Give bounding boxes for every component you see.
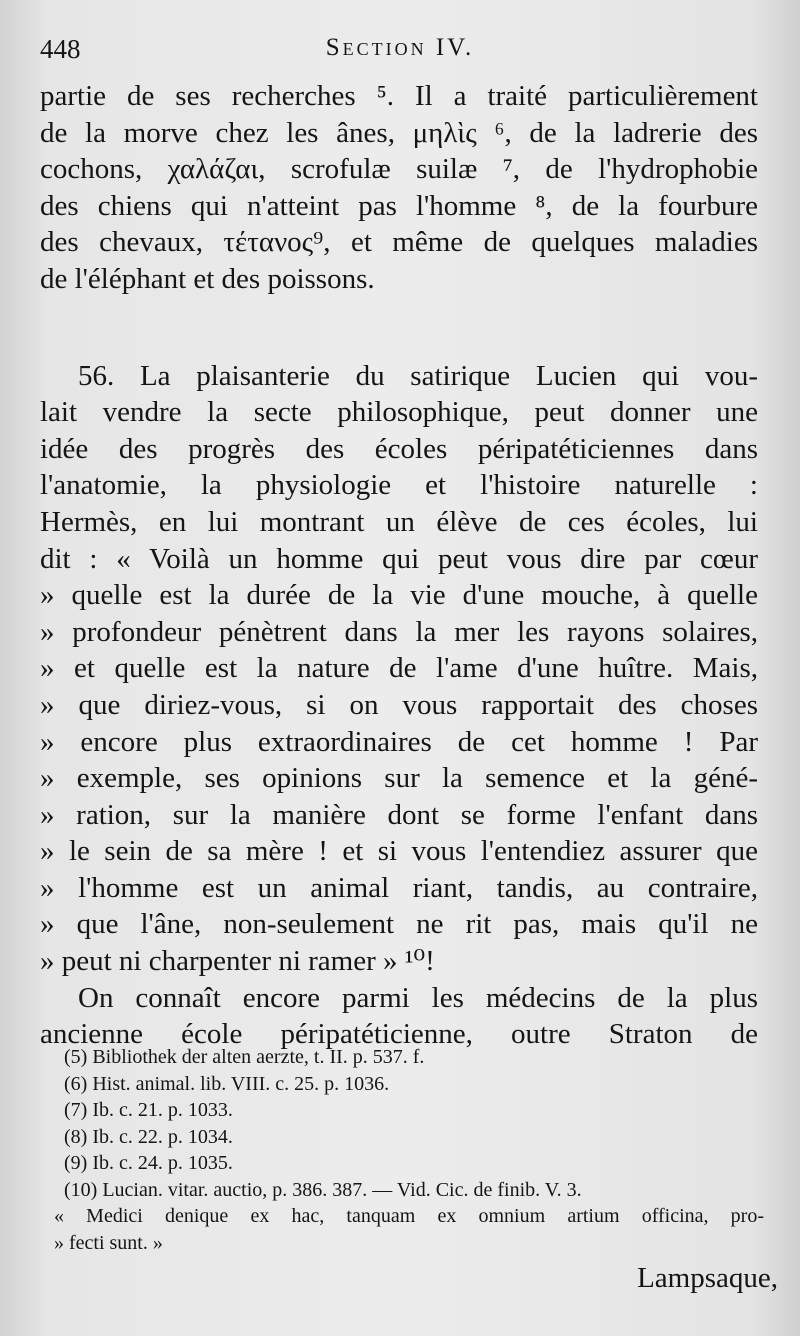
quote-line: » ration, sur la manière dont se forme l'enfant dans: [40, 798, 758, 831]
text-line: de l'éléphant et des poissons.: [40, 262, 375, 295]
footnote-5: (5) Bibliothek der alten aerzte, t. II. p. 537. f.: [64, 1046, 425, 1068]
quote-line: » encore plus extraordinaires de cet homme ! Par: [40, 725, 758, 758]
text-line: ancienne école péripatéticienne, outre Straton de: [40, 1018, 758, 1051]
quote-line: » le sein de sa mère ! et si vous l'entendiez assurer que: [40, 835, 758, 868]
text-line: des chiens qui n'atteint pas l'homme ⁸, de la fourbure: [40, 189, 758, 222]
text-line: de la morve chez les ânes, μηλὶς ⁶, de la ladrerie des: [40, 116, 758, 149]
text-line: partie de ses recherches ⁵. Il a traité particulièrement: [40, 80, 758, 112]
text-line: des chevaux, τέτανος⁹, et même de quelques maladies: [40, 226, 758, 259]
paragraph-56-first-line: 56. La plaisanterie du satirique Lucien qui vou-: [78, 359, 758, 392]
text-line: Hermès, en lui montrant un élève de ces écoles, lui: [40, 505, 758, 538]
quote-line: » peut ni charpenter ni ramer » ¹⁰!: [40, 945, 435, 978]
paragraph-gap: [40, 298, 758, 358]
footnote-10-end: » fecti sunt. »: [54, 1231, 163, 1254]
text-line: lait vendre la secte philosophique, peut donner une: [40, 396, 758, 429]
text-line: cochons, χαλάζαι, scrofulæ suilæ ⁷, de l'hydrophobie: [40, 153, 758, 186]
quote-line: » exemple, ses opinions sur la semence et la géné-: [40, 762, 758, 795]
text-line: dit : « Voilà un homme qui peut vous dire par cœur: [40, 542, 758, 575]
text-line: idée des progrès des écoles péripatéticiennes dans: [40, 432, 758, 465]
main-text: [40, 78, 758, 1053]
running-head: Section IV.: [325, 34, 475, 61]
quote-line: » que diriez-vous, si on vous rapportait des choses: [40, 688, 758, 721]
page-number: 448: [40, 34, 81, 64]
quote-line: » profondeur pénètrent dans la mer les rayons solaires,: [40, 615, 758, 648]
quote-line: » l'homme est un animal riant, tandis, au contraire,: [40, 871, 758, 904]
paragraph-first-line: On connaît encore parmi les médecins de la plus: [78, 981, 758, 1014]
footnote-10: (10) Lucian. vitar. auctio, p. 386. 387. — Vid. Cic. de finib. V. 3.: [64, 1178, 582, 1201]
text-line: l'anatomie, la physiologie et l'histoire naturelle :: [40, 469, 758, 502]
footnote-8: (8) Ib. c. 22. p. 1034.: [64, 1125, 233, 1148]
catchword: Lampsaque,: [637, 1262, 778, 1294]
footnote-9: (9) Ib. c. 24. p. 1035.: [64, 1152, 233, 1174]
footnote-6: (6) Hist. animal. lib. VIII. c. 25. p. 1036.: [64, 1072, 390, 1095]
footnotes: [54, 1044, 764, 1256]
page-header: [40, 34, 760, 74]
quote-line: » que l'âne, non-seulement ne rit pas, mais qu'il ne: [40, 908, 758, 941]
footnote-7: (7) Ib. c. 21. p. 1033.: [64, 1099, 233, 1121]
quote-line: » et quelle est la nature de l'ame d'une huître. Mais,: [40, 652, 758, 685]
quote-line: » quelle est la durée de la vie d'une mouche, à quelle: [40, 579, 758, 612]
footnote-10-continuation: « Medici denique ex hac, tanquam ex omnium artium officina, pro-: [54, 1205, 764, 1227]
